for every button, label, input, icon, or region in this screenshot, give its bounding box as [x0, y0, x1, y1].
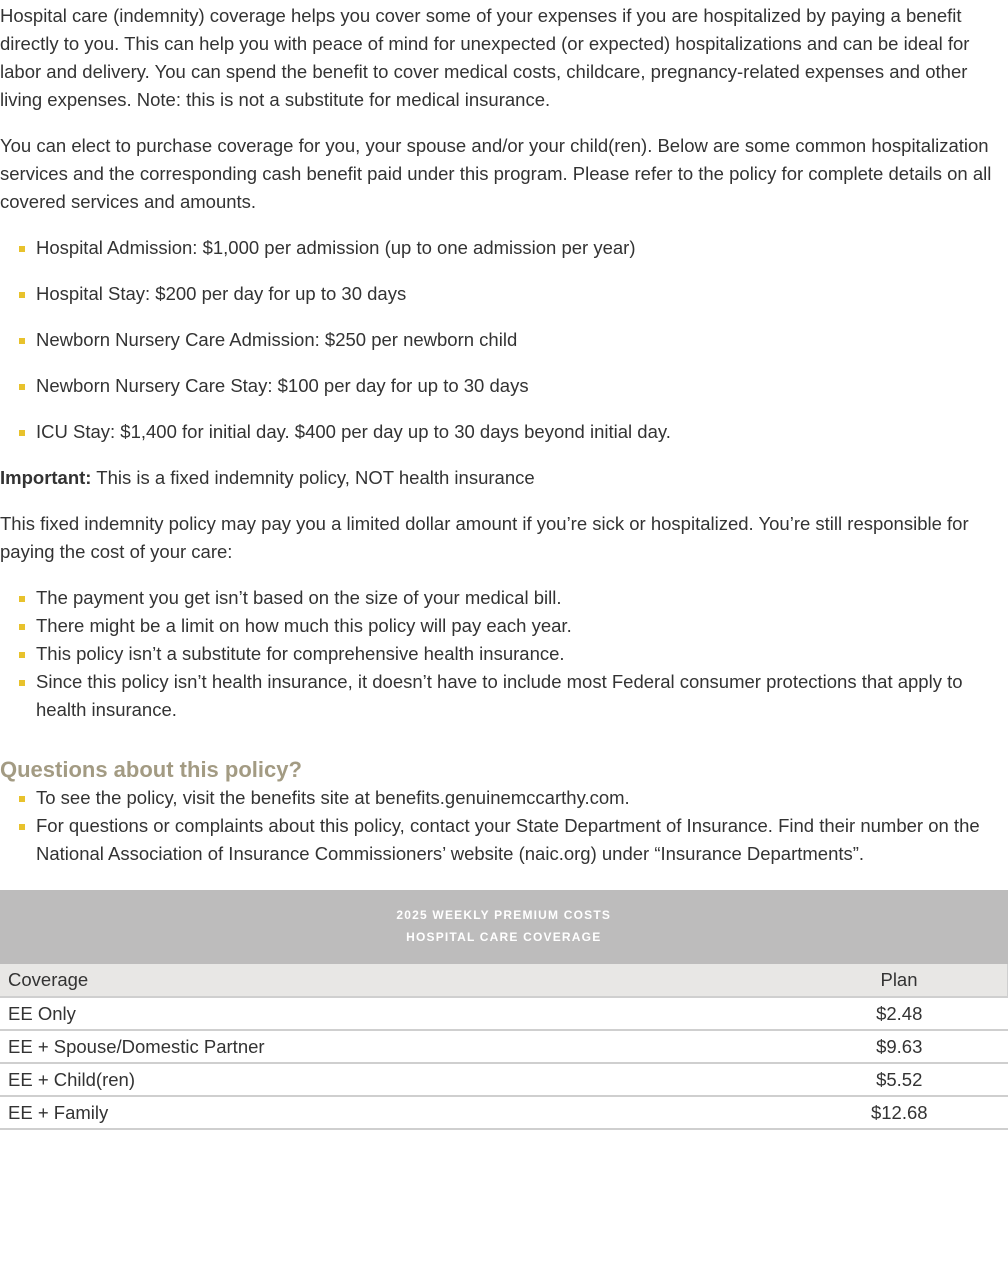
list-item-newborn-admission: Newborn Nursery Care Admission: $250 per newborn child [0, 326, 1008, 354]
hospital-care-content [0, 2, 1008, 1130]
list-item-icu-stay: ICU Stay: $1,400 for initial day. $400 per day up to 30 days beyond initial day. [0, 418, 1008, 446]
coverage-cell: EE + Child(ren) [0, 1063, 791, 1096]
intro-paragraph-1: Hospital care (indemnity) coverage helps you cover some of your expenses if you are hospitalized by paying a benefit directly to you. This can help you with peace of mind for unexpected (or expected) hospitalizations and can be ideal for labor and delivery. You can spend the benefit to cover medical costs, childcare, pregnancy-related expenses and other living expenses. Note: this is not a substitute for medical insurance. [0, 5, 970, 110]
coverage-cell: EE + Family [0, 1096, 791, 1129]
questions-heading: Questions about this policy? [0, 757, 302, 782]
table-title-line-1: 2025 WEEKLY PREMIUM COSTS [396, 908, 612, 922]
table-title-line-2: HOSPITAL CARE COVERAGE [406, 930, 602, 944]
table-row [0, 1063, 1008, 1096]
table-header-row [0, 964, 1008, 997]
list-item-policy-site[interactable]: To see the policy, visit the benefits site at benefits.genuinemccarthy.com. [0, 784, 1008, 812]
important-notice [0, 464, 1008, 492]
list-item: Since this policy isn’t health insurance, it doesn’t have to include most Federal consumer protections that apply to health insurance. [0, 668, 1008, 724]
coverage-cell: EE Only [0, 997, 791, 1030]
plan-cell: $9.63 [791, 1030, 1008, 1063]
disclaimer-list [0, 584, 1008, 724]
disclaimer-paragraph: This fixed indemnity policy may pay you a limited dollar amount if you’re sick or hospitalized. You’re still responsible for paying the cost of your care: [0, 513, 969, 562]
list-item: The payment you get isn’t based on the size of your medical bill. [0, 584, 1008, 612]
questions-list [0, 784, 1008, 868]
coverage-column-header: Coverage [0, 964, 791, 997]
plan-cell: $2.48 [791, 997, 1008, 1030]
important-label: Important: [0, 467, 92, 488]
premium-cost-table [0, 890, 1008, 1130]
table-title [0, 890, 1008, 964]
table-row [0, 1030, 1008, 1063]
intro-paragraph-2: You can elect to purchase coverage for you, your spouse and/or your child(ren). Below are some common hospitalization services and the corresponding cash benefit paid under this program. Please refer to the policy for complete details on all covered services and amounts. [0, 135, 992, 212]
list-item-newborn-stay: Newborn Nursery Care Stay: $100 per day for up to 30 days [0, 372, 1008, 400]
list-item: There might be a limit on how much this policy will pay each year. [0, 612, 1008, 640]
table-row [0, 1096, 1008, 1129]
plan-cell: $5.52 [791, 1063, 1008, 1096]
plan-cell: $12.68 [791, 1096, 1008, 1129]
list-item-complaints[interactable]: For questions or complaints about this policy, contact your State Department of Insurance. Find their number on the National Association of Insurance Commissioners’ website (naic.org) under “Insurance Departments”. [0, 812, 1008, 868]
important-text: This is a fixed indemnity policy, NOT health insurance [91, 467, 535, 488]
table-row [0, 997, 1008, 1030]
list-item-hospital-stay: Hospital Stay: $200 per day for up to 30 days [0, 280, 1008, 308]
list-item-hospital-admission: Hospital Admission: $1,000 per admission (up to one admission per year) [0, 234, 1008, 262]
coverage-cell: EE + Spouse/Domestic Partner [0, 1030, 791, 1063]
list-item: This policy isn’t a substitute for comprehensive health insurance. [0, 640, 1008, 668]
plan-column-header: Plan [791, 964, 1008, 997]
benefits-list [0, 234, 1008, 446]
